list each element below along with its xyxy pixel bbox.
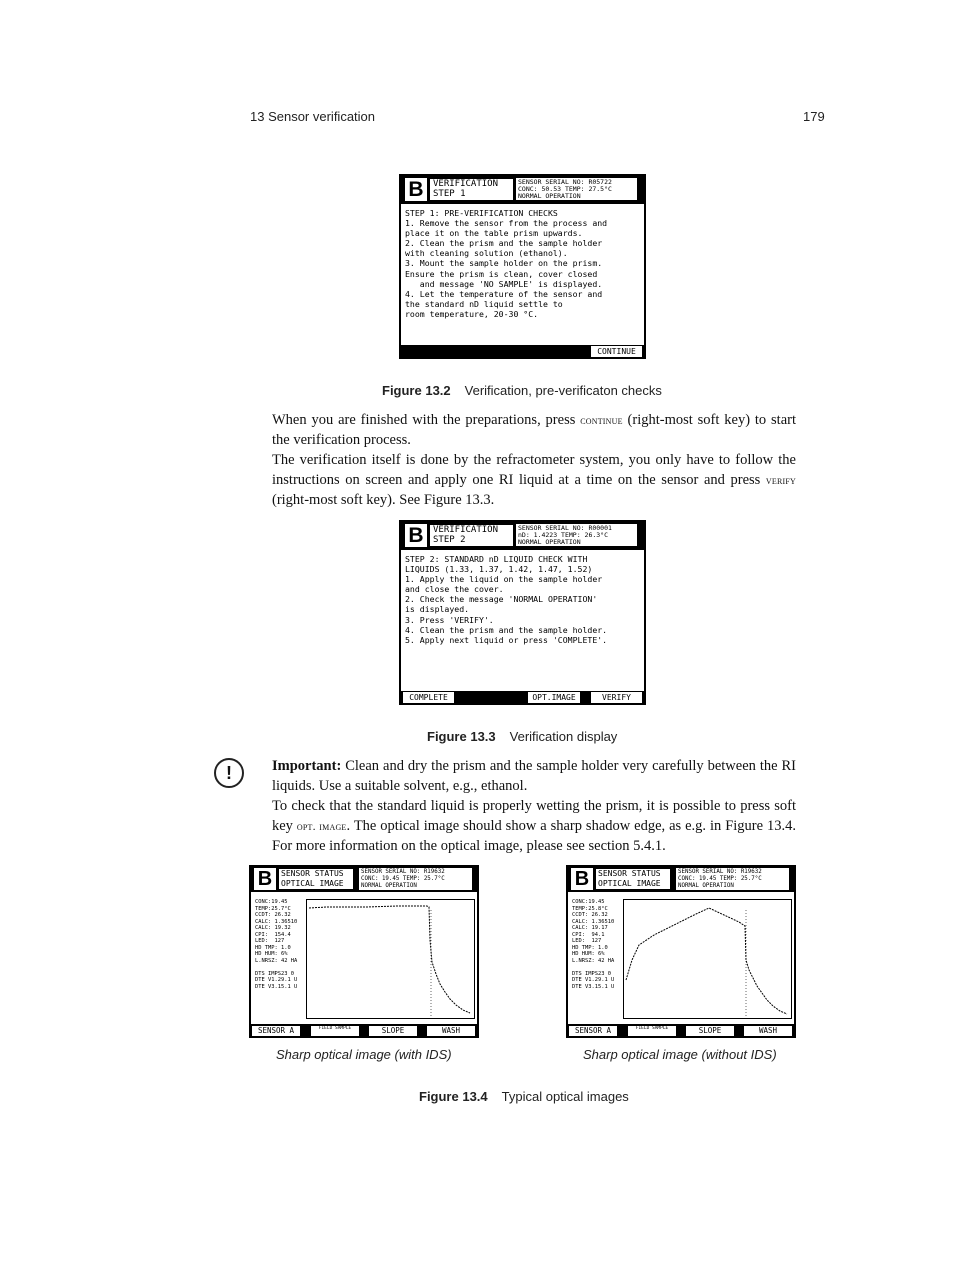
sensor-serial: SENSOR SERIAL NO: R19632 — [361, 869, 445, 875]
screen-title-line1: VERIFICATION — [433, 525, 499, 535]
verify-softkey[interactable]: VERIFY — [591, 692, 642, 703]
slope-softkey[interactable]: SLOPE — [686, 1026, 734, 1036]
caption-label: Figure 13.2 — [382, 383, 451, 398]
brand-logo: B — [405, 524, 427, 547]
figure-13-3-caption — [427, 729, 617, 744]
figure-13-2-caption — [382, 383, 662, 398]
opt-image-softkey[interactable]: OPT.IMAGE — [528, 692, 580, 703]
sensor-a-softkey[interactable]: SENSOR A — [252, 1026, 300, 1036]
caption-label: Figure 13.3 — [427, 729, 496, 744]
page-number: 179 — [803, 109, 825, 124]
screen-title-line2: STEP 1 — [433, 189, 466, 199]
brand-logo: B — [254, 868, 276, 890]
screen-title — [279, 869, 353, 889]
optical-image-screen-with-ids — [249, 865, 479, 1038]
sensor-readings-list: CONC:19.45 TEMP:25.8°C CCDT: 26.32 CALC: 1.36510 CALC: 19.17 CPI: 94.1 LED: 127 HD TMP: 1.0 HD HUM: 6% L.NRSZ: 42 HA DTS IMPS23 0 DTE V1.29.1 U DTE V3.15.1 U — [572, 899, 615, 990]
slope-softkey[interactable]: SLOPE — [369, 1026, 417, 1036]
field-sample-softkey[interactable]: FIELD SAMPLE — [628, 1026, 676, 1036]
complete-softkey[interactable]: COMPLETE — [403, 692, 454, 703]
opt-image-key: opt. image — [296, 819, 347, 833]
screen-title-line2: OPTICAL IMAGE — [598, 879, 661, 888]
optical-image-plot — [306, 899, 475, 1019]
sensor-status: NORMAL OPERATION — [361, 883, 417, 889]
screen-title-line1: SENSOR STATUS — [281, 869, 344, 878]
body-paragraph-verify: The verification itself is done by the refractometer system, you only have to follow the instructions on screen and apply one RI liquid at a time on the sensor and press verify (right-most soft key). See Figure 13.3. — [272, 452, 796, 508]
body-paragraph-continue: When you are finished with the preparations, press continue (right-most soft key) to start the verification process. The verification itself is done by the refractometer system, you only have to follow the instructions on screen and apply one RI liquid at a time on the sensor and press verify (right-most soft key). See Figure 13.3. — [272, 412, 796, 508]
sensor-reading: CONC: 50.53 TEMP: 27.5°C — [518, 185, 612, 193]
sensor-reading: CONC: 19.45 TEMP: 25.7°C — [361, 876, 445, 882]
screen-title — [596, 869, 670, 889]
sensor-info-box — [516, 178, 637, 200]
sensor-readings-list: CONC:19.45 TEMP:25.7°C CCDT: 26.32 CALC: 1.36510 CALC: 19.32 CPI: 154.4 LED: 127 HD TMP: 1.0 HD HUM: 6% L.NRSZ: 42 HA DTS IMPS23 0 DTE V1.29.1 U DTE V3.15.1 U — [255, 899, 298, 990]
caption-text: Verification display — [509, 729, 618, 744]
sensor-serial: SENSOR SERIAL NO: R00001 — [518, 524, 612, 532]
screen-title-line2: OPTICAL IMAGE — [281, 879, 344, 888]
sensor-status: NORMAL OPERATION — [518, 192, 581, 200]
screen-title-line1: VERIFICATION — [433, 179, 499, 189]
continue-softkey[interactable]: CONTINUE — [591, 346, 642, 357]
optical-image-plot — [623, 899, 792, 1019]
wash-softkey[interactable]: WASH — [427, 1026, 475, 1036]
verification-step1-screen — [399, 174, 646, 359]
sensor-a-softkey[interactable]: SENSOR A — [569, 1026, 617, 1036]
sensor-status: NORMAL OPERATION — [678, 883, 734, 889]
field-sample-softkey[interactable]: FIELD SAMPLE — [311, 1026, 359, 1036]
sensor-info-box — [359, 868, 472, 890]
important-note: Important: Clean and dry the prism and the sample holder very carefully between the RI liquids. Use a suitable solvent, e.g., ethanol. To check that the standard liquid is properly wetting the prism, it is possible to press soft key opt. image. The optical image should show a sharp shadow edge, as e.g. in Figure 13.4. For more information on the optical image, please see section 5.4.1. — [272, 758, 796, 854]
subcaption-with-ids: Sharp optical image (with IDS) — [276, 1047, 452, 1062]
screen-title-line2: STEP 2 — [433, 535, 466, 545]
important-label: Important: — [272, 758, 342, 774]
optical-image-screen-without-ids — [566, 865, 796, 1038]
caption-label: Figure 13.4 — [419, 1089, 488, 1104]
screen-title — [430, 525, 513, 546]
sensor-status: NORMAL OPERATION — [518, 538, 581, 546]
exclamation-circle-icon: ! — [214, 758, 244, 788]
screen-title-line1: SENSOR STATUS — [598, 869, 661, 878]
sensor-serial: SENSOR SERIAL NO: R19632 — [678, 869, 762, 875]
running-header-section: 13 Sensor verification — [250, 109, 376, 124]
verify-key: verify — [765, 473, 796, 487]
brand-logo: B — [405, 178, 427, 201]
verification-step2-screen — [399, 520, 646, 705]
brand-logo: B — [571, 868, 593, 890]
step-instructions: STEP 1: PRE-VERIFICATION CHECKS 1. Remove the sensor from the process and place it on the table prism upwards. 2. Clean the prism and the sample holder with cleaning solution (ethanol). 3. Mount the sample holder on the prism. Ensure the prism is clean, cover closed and message 'NO SAMPLE' is displayed. 4. Let the temperature of the sensor and the standard nD liquid settle to room temperature, 20-30 °C. — [405, 208, 608, 319]
step-instructions: STEP 2: STANDARD nD LIQUID CHECK WITH LIQUIDS (1.33, 1.37, 1.42, 1.47, 1.52) 1. Apply the liquid on the sample holder and close the cover. 2. Check the message 'NORMAL OPERATION' is displayed. 3. Press 'VERIFY'. 4. Clean the prism and the sample holder. 5. Apply next liquid or press 'COMPLETE'. — [405, 554, 608, 645]
sensor-reading: CONC: 19.45 TEMP: 25.7°C — [678, 876, 762, 882]
caption-text: Verification, pre-verificaton checks — [464, 383, 662, 398]
figure-13-4-caption — [419, 1089, 629, 1104]
wash-softkey[interactable]: WASH — [744, 1026, 792, 1036]
sensor-info-box — [676, 868, 789, 890]
body-paragraph-opt-image: To check that the standard liquid is properly wetting the prism, it is possible to press soft key opt. image. The optical image should show a sharp shadow edge, as e.g. in Figure 13.4. For more information on the optical image, please see section 5.4.1. — [272, 798, 796, 854]
caption-text: Typical optical images — [501, 1089, 629, 1104]
sensor-serial: SENSOR SERIAL NO: R05722 — [518, 178, 612, 186]
sensor-info-box — [516, 524, 637, 546]
screen-title — [430, 179, 513, 200]
sensor-reading: nD: 1.4223 TEMP: 26.3°C — [518, 531, 609, 539]
continue-key: continue — [580, 413, 623, 427]
subcaption-without-ids: Sharp optical image (without IDS) — [583, 1047, 777, 1062]
